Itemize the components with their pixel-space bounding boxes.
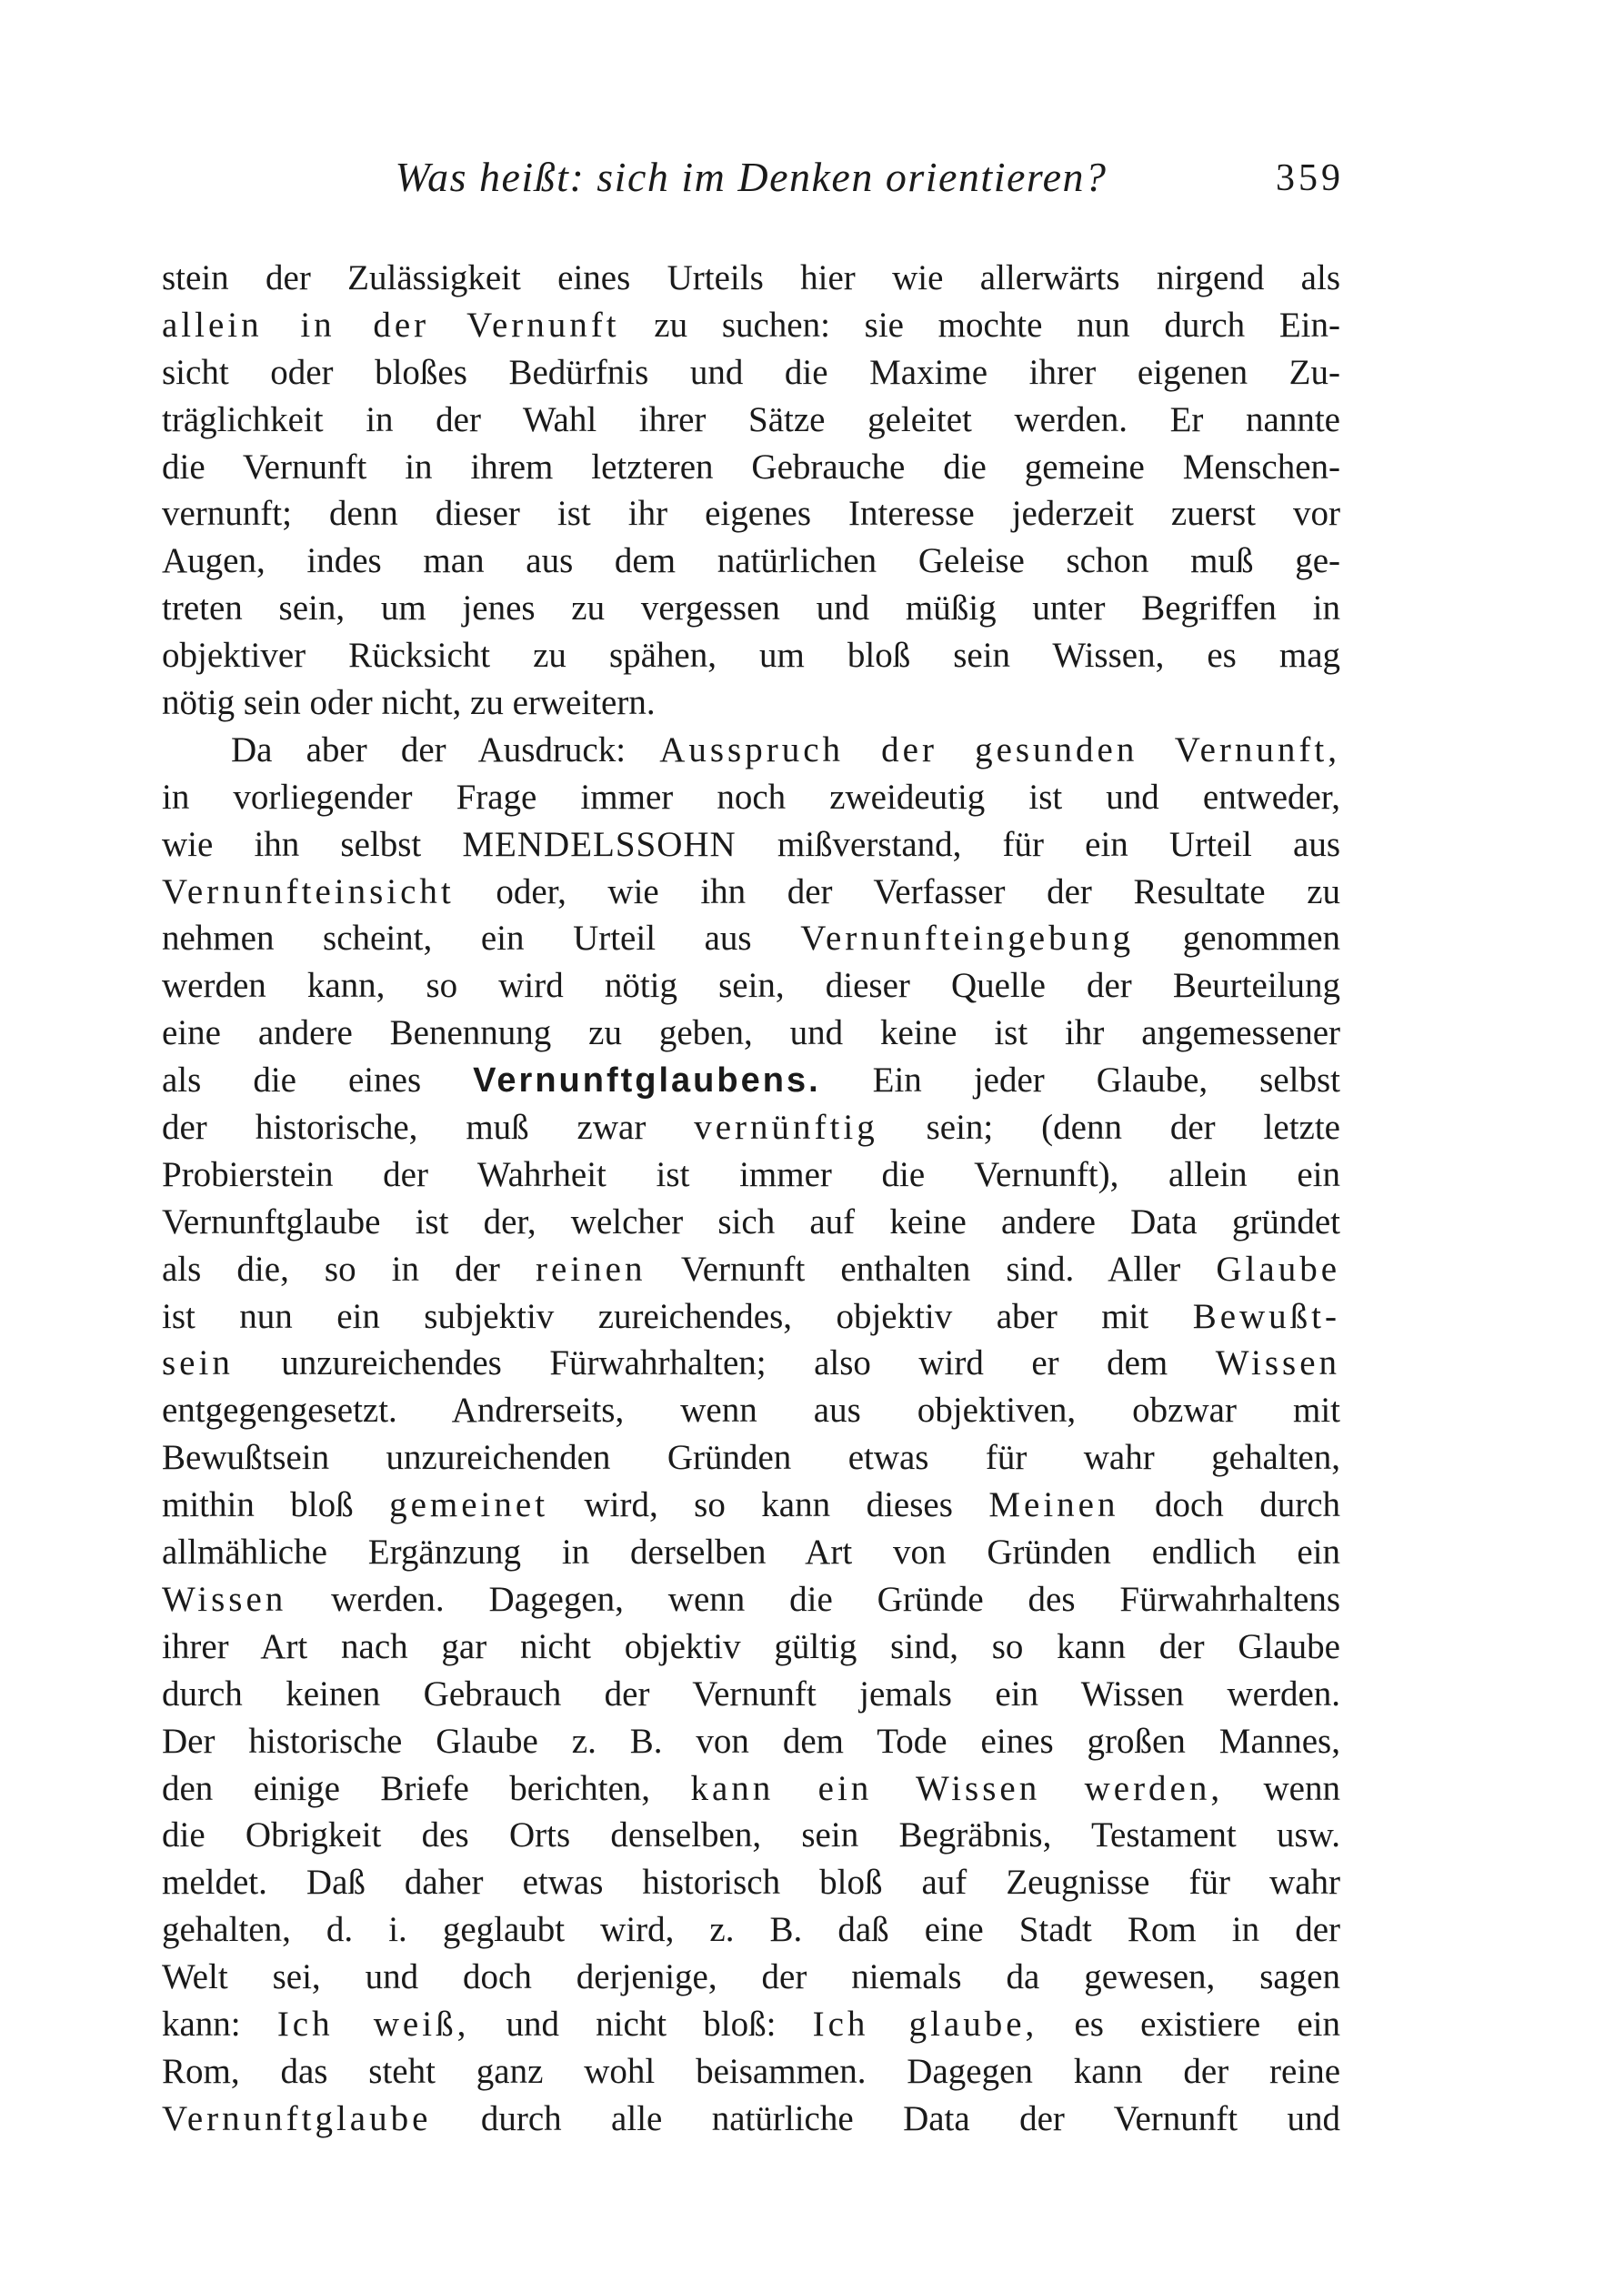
text-segment: genommen: [1134, 919, 1340, 959]
text-segment: Rom, das steht ganz wohl beisammen. Dagegen kann der reine: [162, 2051, 1340, 2091]
text-line: [162, 1104, 1340, 1151]
text-segment: objektiver Rücksicht zu spähen, um bloß sein Wissen, es mag: [162, 636, 1340, 676]
text-segment: den einige Briefe berichten,: [162, 1768, 691, 1808]
text-line: [162, 397, 1340, 444]
text-segment: in vorliegender Frage immer noch zweideutig ist und entweder,: [162, 777, 1340, 817]
text-line: [162, 490, 1340, 538]
text-line: [162, 727, 1340, 774]
text-segment: allmähliche Ergänzung in derselben Art von Gründen endlich ein: [162, 1533, 1340, 1573]
text-line: [162, 1387, 1340, 1434]
emphasized-text: Glaube: [1216, 1249, 1340, 1289]
text-segment: ist nun ein subjektiv zureichendes, objektiv aber mit: [162, 1296, 1193, 1336]
emphasized-text: Vernunftglaube: [162, 2098, 432, 2138]
text-segment: werden kann, so wird nötig sein, dieser Quelle der Beurteilung: [162, 966, 1340, 1006]
text-segment: es existiere ein: [1038, 2004, 1340, 2044]
emphasized-text: Ich weiß,: [276, 2004, 470, 2044]
text-line: [162, 1718, 1340, 1765]
text-line: [162, 2096, 1340, 2143]
emphasized-text: Ich glaube,: [812, 2004, 1038, 2044]
text-line: [162, 869, 1340, 916]
emphasized-text: Bewußt-: [1192, 1296, 1340, 1336]
text-segment: werden. Dagegen, wenn die Gründe des Fürwahrhaltens: [286, 1579, 1340, 1619]
text-segment: nötig sein oder nicht, zu erweitern.: [162, 683, 656, 723]
text-line: [162, 1482, 1340, 1529]
text-line: [162, 585, 1340, 632]
text-segment: sicht oder bloßes Bedürfnis und die Maxime ihrer eigenen Zu-: [162, 352, 1340, 392]
text-segment: die Vernunft in ihrem letzteren Gebrauche die gemeine Menschen-: [162, 447, 1340, 487]
text-segment: Vernunft enthalten sind. Aller: [646, 1249, 1217, 1289]
text-segment: doch durch: [1118, 1485, 1340, 1525]
text-segment: träglichkeit in der Wahl ihrer Sätze geleitet werden. Er nannte: [162, 399, 1340, 439]
emphasized-text: reinen: [536, 1249, 647, 1289]
text-segment: Der historische Glaube z. B. von dem Tode eines großen Mannes,: [162, 1721, 1340, 1761]
emphasized-text: Wissen: [162, 1579, 287, 1619]
text-line: [162, 1246, 1340, 1293]
text-segment: mithin bloß: [162, 1485, 390, 1525]
text-segment: meldet. Daß daher etwas historisch bloß auf Zeugnisse für wahr: [162, 1863, 1340, 1903]
text-segment: entgegengesetzt. Andrerseits, wenn aus objektiven, obzwar mit: [162, 1391, 1340, 1431]
text-segment: vernunft; denn dieser ist ihr eigenes Interesse jederzeit zuerst vor: [162, 494, 1340, 534]
text-line: [162, 962, 1340, 1010]
text-line: [162, 632, 1340, 679]
text-line: [162, 1859, 1340, 1906]
text-segment: oder, wie ihn der Verfasser der Resultate zu: [454, 871, 1340, 911]
text-line: [162, 444, 1340, 491]
text-line: [162, 1812, 1340, 1859]
text-segment: Da aber der Ausdruck:: [231, 729, 660, 769]
text-line: [162, 1906, 1340, 1954]
emphasized-text: Vernunftglaubens.: [473, 1061, 821, 1101]
text-line: [162, 1765, 1340, 1813]
text-line: [162, 1293, 1340, 1341]
text-line: [162, 1010, 1340, 1057]
text-line: [162, 1576, 1340, 1624]
text-line: [162, 1434, 1340, 1482]
emphasized-text: Vernunfteingebung: [800, 919, 1135, 959]
text-segment: zu suchen: sie mochte nun durch Ein-: [619, 305, 1340, 345]
text-line: [162, 1624, 1340, 1671]
text-line: [162, 2001, 1340, 2048]
emphasized-text: Meinen: [988, 1485, 1119, 1525]
running-head: [160, 146, 1342, 209]
text-segment: der historische, muß zwar: [162, 1108, 695, 1148]
text-segment: als die eines: [162, 1061, 474, 1101]
text-segment: sein; (denn der letzte: [877, 1108, 1340, 1148]
text-segment: unzureichendes Fürwahrhalten; also wird er dem: [233, 1343, 1216, 1383]
text-segment: durch keinen Gebrauch der Vernunft jemals ein Wissen werden.: [162, 1674, 1340, 1714]
text-segment: wenn: [1223, 1768, 1340, 1808]
text-line: [162, 1199, 1340, 1246]
text-segment: Bewußtsein unzureichenden Gründen etwas für wahr gehalten,: [162, 1438, 1340, 1478]
emphasized-text: allein in der Vernunft: [162, 305, 620, 345]
text-line: [162, 1529, 1340, 1576]
text-segment: und nicht bloß:: [469, 2004, 813, 2044]
text-segment: als die, so in der: [162, 1249, 536, 1289]
emphasized-text: Wissen: [1215, 1343, 1340, 1383]
text-segment: gehalten, d. i. geglaubt wird, z. B. daß eine Stadt Rom in der: [162, 1910, 1340, 1950]
running-title: Was heißt: sich im Denken orientieren?: [395, 154, 1108, 200]
text-segment: Probierstein der Wahrheit ist immer die Vernunft), allein ein: [162, 1154, 1340, 1194]
body-text: [162, 255, 1340, 2143]
text-segment: wird, so kann dieses: [548, 1485, 989, 1525]
text-line: [162, 774, 1340, 821]
page-number: 359: [1276, 157, 1344, 199]
text-segment: durch alle natürliche Data der Vernunft und: [431, 2098, 1340, 2138]
text-line: [162, 1151, 1340, 1199]
text-segment: Augen, indes man aus dem natürlichen Geleise schon muß ge-: [162, 541, 1340, 581]
text-line: [162, 679, 1340, 727]
text-segment: kann:: [162, 2004, 277, 2044]
text-segment: eine andere Benennung zu geben, und keine ist ihr angemessener: [162, 1013, 1340, 1053]
emphasized-text: MENDELSSOHN: [462, 824, 737, 864]
text-line: [162, 821, 1340, 869]
text-segment: Welt sei, und doch derjenige, der niemals da gewesen, sagen: [162, 1957, 1340, 1997]
text-segment: wie ihn selbst: [162, 824, 463, 864]
emphasized-text: kann ein Wissen werden,: [690, 1768, 1224, 1808]
text-segment: treten sein, um jenes zu vergessen und müßig unter Begriffen in: [162, 588, 1340, 628]
text-line: [162, 349, 1340, 397]
text-line: [162, 1954, 1340, 2001]
emphasized-text: vernünftig: [694, 1108, 878, 1148]
text-line: [162, 538, 1340, 585]
emphasized-text: gemeinet: [389, 1485, 549, 1525]
text-line: [162, 1340, 1340, 1387]
text-line: [162, 302, 1340, 349]
emphasized-text: sein: [162, 1343, 234, 1383]
text-line: [162, 2048, 1340, 2096]
text-segment: die Obrigkeit des Orts denselben, sein Begräbnis, Testament usw.: [162, 1815, 1340, 1855]
text-segment: mißverstand, für ein Urteil aus: [736, 824, 1340, 864]
text-segment: stein der Zulässigkeit eines Urteils hier wie allerwärts nirgend als: [162, 258, 1340, 297]
text-line: [162, 1671, 1340, 1718]
text-segment: nehmen scheint, ein Urteil aus: [162, 919, 801, 959]
text-line: [162, 915, 1340, 962]
emphasized-text: Ausspruch der gesunden Vernunft,: [659, 729, 1340, 769]
text-line: [162, 255, 1340, 302]
emphasized-text: Vernunfteinsicht: [162, 871, 455, 911]
text-segment: ihrer Art nach gar nicht objektiv gültig sind, so kann der Glaube: [162, 1626, 1340, 1666]
text-segment: Ein jeder Glaube, selbst: [820, 1061, 1340, 1101]
text-line: [162, 1057, 1340, 1104]
text-segment: Vernunftglaube ist der, welcher sich auf keine andere Data gründet: [162, 1201, 1340, 1242]
